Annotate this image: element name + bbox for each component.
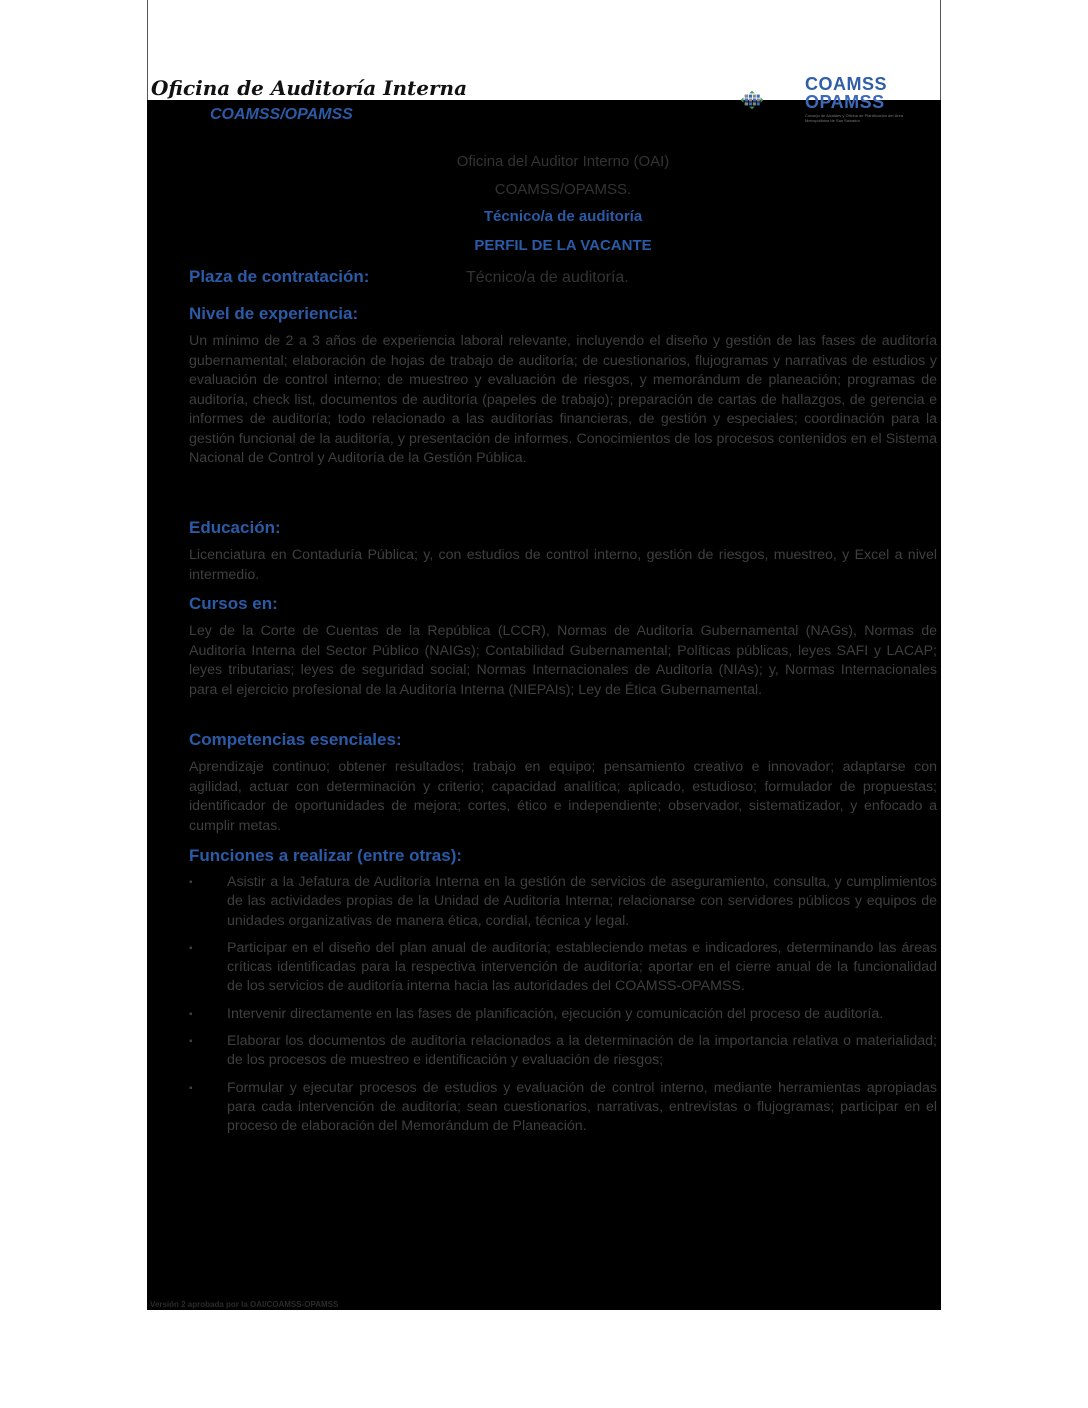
list-item: [189, 1079, 937, 1137]
intro-org: COAMSS/OPAMSS.: [494, 181, 632, 198]
list-item-text: Formular y ejecutar procesos de estudios y evaluación de control interno, mediante herramientas apropiadas para cada intervención de auditoría; sean cuestionarios, narrativas, entrevistas o flujogramas; participar en el proceso de elaboración del Memorándum de Planeación.: [227, 1079, 937, 1135]
left-border-line: [147, 0, 148, 100]
list-item: [189, 1032, 937, 1071]
list-item-text: Asistir a la Jefatura de Auditoría Interna en la gestión de servicios de aseguramiento, consulta, y cumplimientos de las actividades propias de la Unidad de Auditoría Interna; relacionarse con servidores públicos y equipos de unidades organizativas de manera ética, cordial, técnica y legal.: [227, 874, 937, 929]
list-item: [189, 939, 937, 997]
logo-text-opamss: OPAMSS: [805, 92, 885, 112]
competencias-text: Aprendizaje continuo; obtener resultados; trabajo en equipo; pensamiento creativo e innovador; adaptarse con agilidad, actuar con determinación y criterio; capacidad analítica; aplicado, estudioso; formulador de propuestas; identificador de oportunidades de mejora; cortes, ético e independiente; observador, sistematizador, y enfocado a cumplir metas.: [189, 759, 937, 834]
list-item: [189, 1005, 937, 1024]
funciones-heading: Funciones a realizar (entre otras):: [189, 846, 463, 865]
experiencia-heading: Nivel de experiencia:: [189, 304, 359, 323]
intro-profile-title: PERFIL DE LA VACANTE: [474, 237, 652, 254]
educacion-heading: Educación:: [189, 518, 281, 537]
header-title: Oficina de Auditoría Interna: [151, 76, 468, 100]
right-border-line: [940, 0, 941, 100]
list-item: [189, 873, 937, 931]
cursos-text: Ley de la Corte de Cuentas de la República (LCCR), Normas de Auditoría Gubernamental (NAGs), Normas de Auditoría Interna del Sector Público (NAIGs); Contabilidad Gubernamental; Políticas públicas, leyes SAFI y LACAP; leyes tributarias; leyes de seguridad social; Normas Internacionales de Auditoría (NIAs); y, Normas Internacionales para el ejercicio profesional de la Auditoría Interna (NIEPAIs); Ley de Ética Gubernamental.: [189, 623, 937, 698]
bullet-icon: ▪: [189, 1082, 193, 1094]
plaza-value: Técnico/a de auditoría.: [466, 269, 629, 286]
logo-caption: Consejo de Alcaldes y Oficina de Planificación del Área Metropolitana de San Salvador: [805, 113, 904, 123]
educacion-text: Licenciatura en Contaduría Pública; y, con estudios de control interno, gestión de riesgos, muestreo, y Excel a nivel intermedio.: [189, 547, 937, 583]
header-subtitle: COAMSS/OPAMSS: [210, 106, 353, 123]
bullet-icon: ▪: [189, 1008, 193, 1020]
funciones-list: [189, 873, 937, 1145]
logo-text-coamss: COAMSS: [805, 74, 888, 94]
coamss-logo-icon: [740, 74, 802, 126]
bullet-icon: ▪: [189, 1036, 193, 1048]
bullet-icon: ▪: [189, 942, 193, 954]
experiencia-text: Un mínimo de 2 a 3 años de experiencia laboral relevante, incluyendo el diseño y gestión de las fases de auditoría gubernamental; elaboración de hojas de trabajo de auditoría; de cuestionarios, flujogramas y narrativas de estudios y evaluación de control interno; de muestreo y evaluación de riesgos, y memorándum de planeación; programas de auditoría, check list, documentos de auditoría (papeles de trabajo); preparación de cartas de hallazgos, de gerencia e informes de auditoría; todo relacionado a las auditorías financieras, de gestión y especiales; coordinación para la gestión funcional de la auditoría, y presentación de informes. Conocimientos de los procesos contenidos en el Sistema Nacional de Control y Auditoría de la Gestión Pública.: [189, 333, 937, 466]
list-item-text: Participar en el diseño del plan anual de auditoría; estableciendo metas e indicadores, determinando las áreas críticas identificadas para la respectiva intervención de auditoría; aportar en el cierre anual de la funcionalidad de los servicios de auditoría interna hacia las autoridades del COAMSS-OPAMSS.: [227, 939, 937, 995]
intro-office: Oficina del Auditor Interno (OAI): [456, 153, 670, 170]
plaza-label: Plaza de contratación:: [189, 267, 370, 286]
intro-position: Técnico/a de auditoría: [483, 208, 643, 225]
list-item-text: Intervenir directamente en las fases de planificación, ejecución y comunicación del proceso de auditoría.: [227, 1005, 884, 1022]
bullet-icon: ▪: [189, 877, 193, 888]
cursos-heading: Cursos en:: [189, 594, 278, 613]
competencias-heading: Competencias esenciales:: [189, 730, 402, 749]
list-item-text: Elaborar los documentos de auditoría relacionados a la determinación de la importancia relativa o materialidad; de los procesos de muestreo e identificación y evaluación de riesgos;: [227, 1033, 937, 1069]
footer-version: Versión 2 aprobada por la OAI/COAMSS-OPAMSS: [150, 1300, 339, 1309]
